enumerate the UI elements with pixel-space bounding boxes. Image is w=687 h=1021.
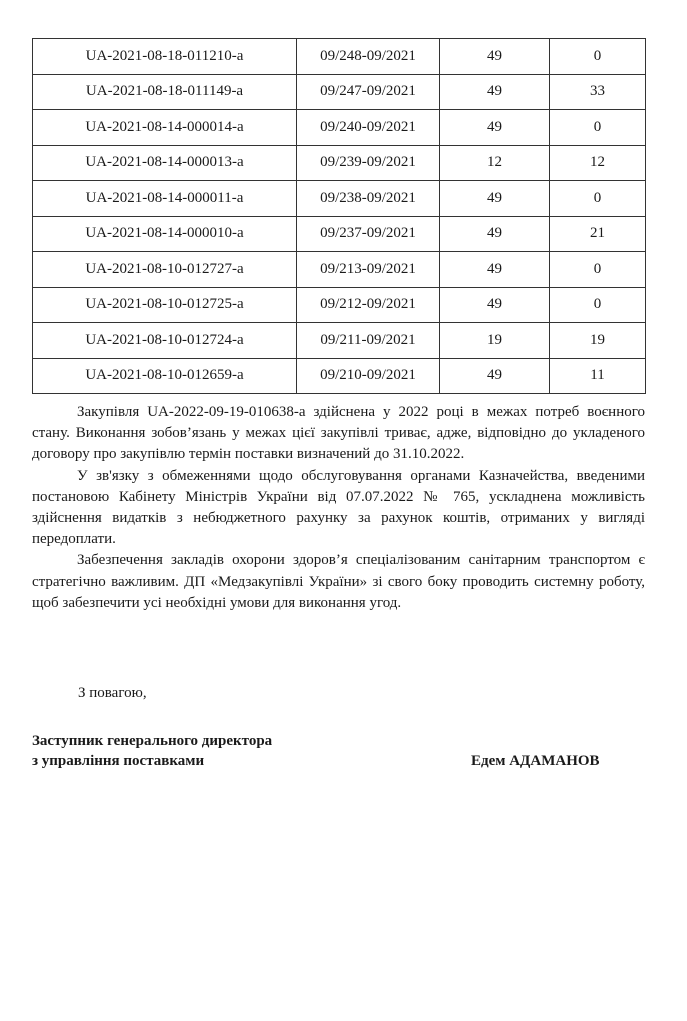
contract-number-cell: 09/239-09/2021: [297, 145, 440, 181]
paragraph-treasury-restrictions: У зв'язку з обмеженнями щодо обслуговування органами Казначейства, введеними постановою Кабінету Міністрів України від 07.07.2022 № 765, ускладнена можливість здійснення видатків з небюджетного рахунку за рахунок коштів, отриманих у вигляді передоплати.: [32, 467, 645, 548]
quantity-cell: 49: [440, 74, 550, 110]
table-row: [33, 74, 646, 110]
procurement-id-cell: UA-2021-08-14-000013-a: [33, 145, 297, 181]
quantity-cell: 12: [440, 145, 550, 181]
delivered-cell: 12: [550, 145, 646, 181]
procurement-id-cell: UA-2021-08-10-012727-a: [33, 252, 297, 288]
contract-number-cell: 09/248-09/2021: [297, 39, 440, 75]
procurement-id-cell: UA-2021-08-10-012725-a: [33, 287, 297, 323]
delivered-cell: 0: [550, 181, 646, 217]
quantity-cell: 49: [440, 252, 550, 288]
closing-regards: З повагою,: [78, 685, 147, 701]
signatory-name: Едем АДАМАНОВ: [471, 753, 600, 769]
signatory-position: [32, 731, 272, 771]
delivered-cell: 0: [550, 39, 646, 75]
contract-number-cell: 09/237-09/2021: [297, 216, 440, 252]
table-row: [33, 252, 646, 288]
procurement-id-cell: UA-2021-08-18-011210-a: [33, 39, 297, 75]
letter-body: [32, 402, 645, 614]
contract-number-cell: 09/211-09/2021: [297, 323, 440, 359]
delivered-cell: 33: [550, 74, 646, 110]
table-row: [33, 110, 646, 146]
table-row: [33, 39, 646, 75]
table-row: [33, 358, 646, 394]
table-row: [33, 323, 646, 359]
signatory-position-line-2: з управління поставками: [32, 753, 205, 769]
delivered-cell: 0: [550, 287, 646, 323]
quantity-cell: 49: [440, 216, 550, 252]
contract-number-cell: 09/212-09/2021: [297, 287, 440, 323]
table-row: [33, 216, 646, 252]
quantity-cell: 19: [440, 323, 550, 359]
contract-number-cell: 09/238-09/2021: [297, 181, 440, 217]
delivered-cell: 0: [550, 252, 646, 288]
procurement-table-body: [33, 39, 646, 394]
paragraph-strategic-importance: Забезпечення закладів охорони здоров’я спеціалізованим санітарним транспортом є стратегічно важливим. ДП «Медзакупівлі України» зі свого боку проводить системну роботу, щоб забезпечити усі необхідні умови для виконання угод.: [32, 552, 645, 611]
contract-number-cell: 09/210-09/2021: [297, 358, 440, 394]
quantity-cell: 49: [440, 181, 550, 217]
quantity-cell: 49: [440, 39, 550, 75]
procurement-id-cell: UA-2021-08-14-000011-a: [33, 181, 297, 217]
delivered-cell: 0: [550, 110, 646, 146]
delivered-cell: 11: [550, 358, 646, 394]
table-row: [33, 181, 646, 217]
procurement-id-cell: UA-2021-08-14-000010-a: [33, 216, 297, 252]
quantity-cell: 49: [440, 110, 550, 146]
table-row: [33, 287, 646, 323]
contract-number-cell: 09/213-09/2021: [297, 252, 440, 288]
contract-number-cell: 09/240-09/2021: [297, 110, 440, 146]
procurement-id-cell: UA-2021-08-18-011149-a: [33, 74, 297, 110]
quantity-cell: 49: [440, 287, 550, 323]
delivered-cell: 21: [550, 216, 646, 252]
procurement-id-cell: UA-2021-08-10-012724-a: [33, 323, 297, 359]
paragraph-procurement-status: Закупівля UA-2022-09-19-010638-a здійснена у 2022 році в межах потреб воєнного стану. Виконання зобов’язань у межах цієї закупівлі триває, адже, відповідно до укладеного договору про закупівлю термін поставки визначений до 31.10.2022.: [32, 404, 645, 463]
contract-number-cell: 09/247-09/2021: [297, 74, 440, 110]
table-row: [33, 145, 646, 181]
procurement-id-cell: UA-2021-08-14-000014-a: [33, 110, 297, 146]
signatory-position-line-1: Заступник генерального директора: [32, 733, 273, 749]
quantity-cell: 49: [440, 358, 550, 394]
procurement-table: [32, 38, 646, 394]
procurement-id-cell: UA-2021-08-10-012659-a: [33, 358, 297, 394]
delivered-cell: 19: [550, 323, 646, 359]
